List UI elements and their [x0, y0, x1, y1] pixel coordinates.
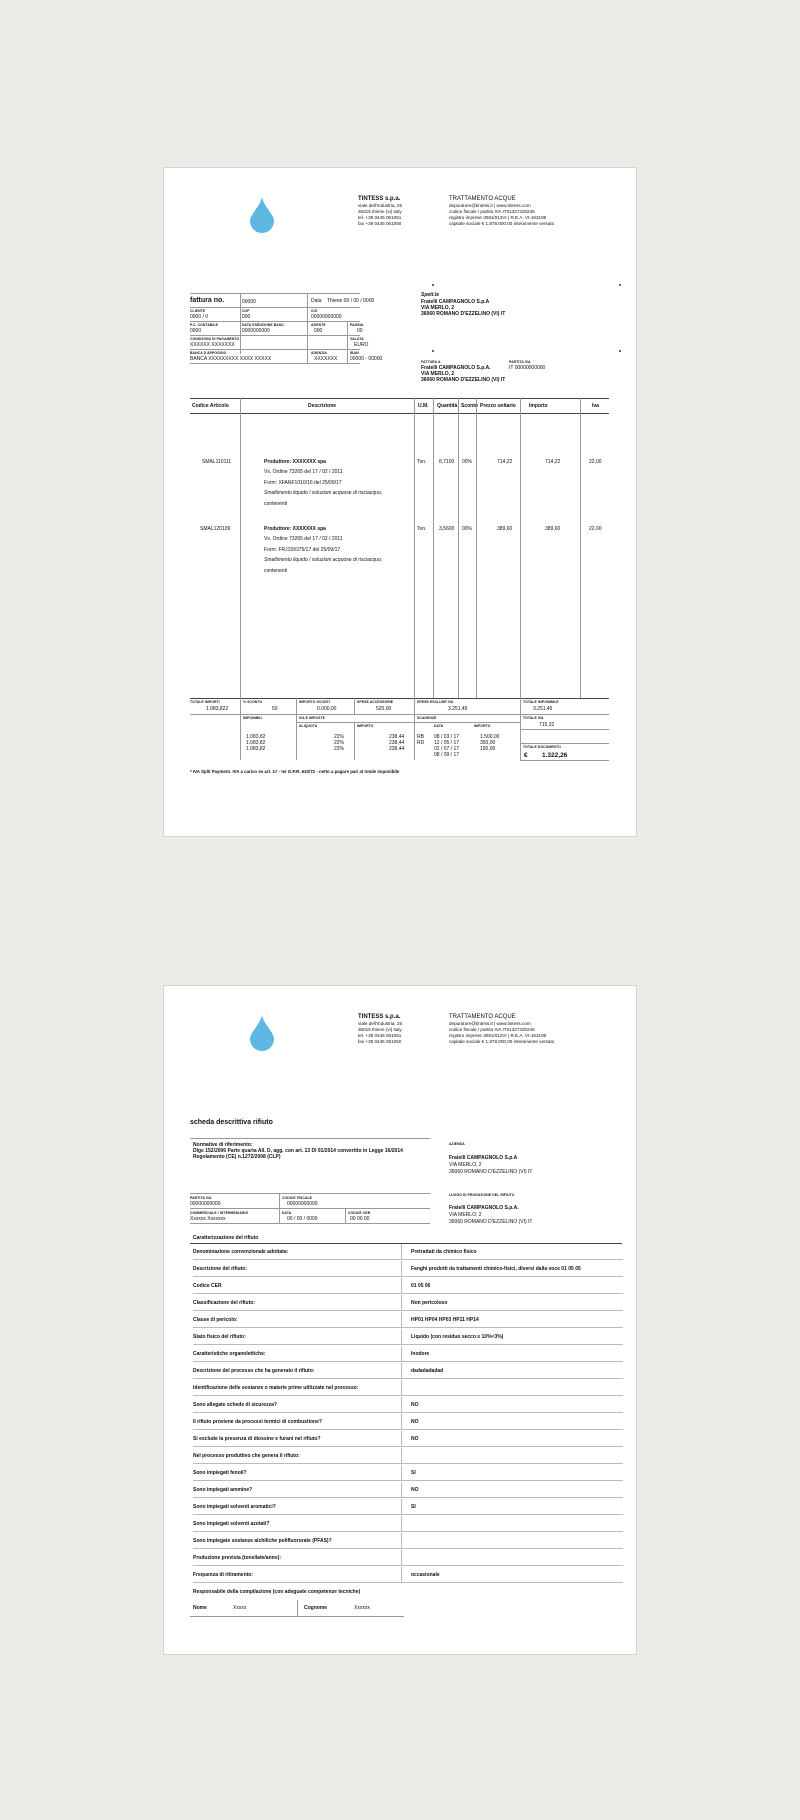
site-name: Fratelli CAMPAGNOLO S.p.A. — [449, 1205, 519, 1211]
date-label: Data — [311, 298, 322, 304]
norms-1: Dlgs 152/2006 Parte quarta All. D, agg. con art. 13 Dl 91/2014 convertito in Legge 16/2014 — [193, 1148, 403, 1154]
row-desc-5: contenenti — [264, 568, 288, 574]
piva-value: 00000000000 — [190, 1201, 221, 1207]
page-value: 00 — [357, 328, 363, 334]
taxable-value: 3.251,45 — [533, 706, 553, 712]
client-value: 0000 / 0 — [190, 314, 209, 320]
agent-label: AGENTE — [311, 323, 326, 327]
date-label: DATA — [282, 1211, 292, 1215]
row-disc: 00% — [462, 526, 473, 532]
vatto-street: VIA MERLO, 2 — [421, 371, 455, 377]
vatto-piva-value: IT 00000000000 — [509, 365, 546, 371]
date-value: Thiene 00 / 00 / 0000 — [327, 298, 375, 304]
resp-name-label: Nome — [193, 1605, 207, 1611]
row-question: Produzione prevista (tonellate/anno): — [193, 1555, 282, 1561]
row-answer: Fanghi prodotti da trattamenti chimico-fisici, diversi dalla voce 01 05 05 — [411, 1266, 581, 1272]
excl-label: SPESE ESCLUSE IVA — [417, 700, 454, 704]
resp-surname-value: Xxxxxx — [354, 1605, 370, 1611]
row-desc-1: Produttore: XXXXXXX spa — [264, 459, 326, 465]
imponibile-3: 1.083,82 — [246, 746, 266, 752]
company-registry: registro imprese 3081/012VI | R.E.A. VI-163199 — [449, 1033, 547, 1038]
aliquota-1: 22% — [334, 734, 345, 740]
company-fax: fax +39 0445 061050 — [358, 221, 402, 226]
vat-total-label: TOTALE IVA — [523, 716, 544, 720]
row-question: Descrizione del processo che ha generato il rifiuto: — [193, 1368, 315, 1374]
cf-value: 00000000000 — [287, 1201, 318, 1207]
currency-symbol: € — [524, 752, 528, 759]
row-desc-2: Vs. Ordine 73265 del 17 / 02 / 2011 — [264, 469, 343, 475]
doc-total-value: 1.322,26 — [542, 752, 568, 759]
company-phone: tel. +39 0445 061061 — [358, 215, 402, 220]
taxable-label: TOTALE IMPONIBILE — [523, 700, 559, 704]
resp-surname-label: Cognome — [304, 1605, 328, 1611]
row-code: SMAL110111 — [202, 459, 232, 465]
cer-code-value: 00 00 00 — [350, 1216, 370, 1222]
footnote: * IVA Split Payment. IVA a carico ex art. 17 - ter D.P.R. 633/72 - netto a pagare pari al totale imponibile — [190, 769, 400, 774]
row-answer: 01 05 06 — [411, 1283, 431, 1289]
row-question: Descrizione del rifiuto: — [193, 1266, 247, 1272]
row-desc-3: Form: XFANF1010/16 del 25/09/17 — [264, 480, 342, 486]
agency-value: XXXXXXX — [314, 356, 338, 362]
list-item — [193, 1414, 623, 1430]
row-answer: SI — [411, 1470, 416, 1476]
list-item — [193, 1482, 623, 1498]
scad-code-2: RD — [417, 740, 425, 746]
vatto-piva-label: PARTITA IVA — [509, 360, 531, 364]
division-block — [449, 195, 629, 227]
scad-importo-2: 350,00 — [480, 740, 496, 746]
row-answer: Inodore — [411, 1351, 430, 1357]
row-answer: NO — [411, 1419, 419, 1425]
company-name: TINTESS s.p.a. — [358, 1014, 401, 1020]
list-item — [193, 1584, 623, 1600]
col-qty: Quantità — [437, 403, 458, 409]
invoice-number: 00000 — [242, 299, 256, 305]
list-item — [193, 1244, 623, 1260]
discount-label: % SCONTO — [243, 700, 263, 704]
row-question: Si esclude la presenza di diossine e furani nel rifiuto? — [193, 1436, 321, 1442]
list-item — [193, 1567, 623, 1583]
site-label: LUOGO DI PRODUZIONE DEL RIFIUTO — [449, 1193, 515, 1197]
extra-value: 520,00 — [376, 706, 392, 712]
cig-label: CIG — [311, 309, 318, 313]
terms-value: XXXXXX XXXXXXX — [190, 342, 235, 348]
vat-total-value: 715,32 — [539, 722, 555, 728]
company-capital: capitale sociale € 1.878.000,00 interamente versato — [449, 1039, 555, 1044]
row-um: Ton. — [417, 459, 427, 465]
exemption-value: 0000000000 — [242, 328, 270, 334]
site-street: VIA MERLO, 2 — [449, 1212, 482, 1218]
sheet-title: scheda descrittiva rifiuto — [190, 1119, 273, 1126]
discount-value: 50 — [272, 706, 278, 712]
row-vat: 22,00 — [589, 459, 602, 465]
cig-value: 00000000000 — [311, 314, 342, 320]
exemption-label: DATA ESENZIONE BANC. — [242, 323, 286, 327]
list-item — [193, 1295, 623, 1311]
col-um: U.M. — [418, 403, 429, 409]
company-phone: tel. +39 0445 061061 — [358, 1033, 402, 1038]
goods-label: TOTALE IMPORTI — [190, 700, 220, 704]
piva-label: PARTITA IVA — [190, 1196, 212, 1200]
shipto-name: Fratelli CAMPAGNOLO S.p.A — [421, 299, 490, 305]
row-price: 714,22 — [497, 459, 513, 465]
list-item — [193, 1261, 623, 1277]
list-item — [193, 1499, 623, 1515]
row-vat: 22,00 — [589, 526, 602, 532]
discamt-value: 0.000,00 — [317, 706, 337, 712]
aliquota-3: 22% — [334, 746, 345, 752]
norms-label: Normative di riferimento: — [193, 1142, 253, 1148]
row-desc-5: contenenti — [264, 501, 288, 507]
scad-data-label: DATA — [434, 724, 444, 728]
row-qty: 3,5600 — [439, 526, 455, 532]
currency-label: VALUTA — [350, 337, 364, 341]
shipto-street: VIA MERLO, 2 — [421, 305, 455, 311]
company-address-2: 36016 thiene (vi) italy — [358, 209, 402, 214]
row-question: Sono impiegati ammine? — [193, 1487, 253, 1493]
list-item — [193, 1431, 623, 1447]
cf-label: CODICE FISCALE — [282, 1196, 313, 1200]
list-item — [193, 1516, 623, 1532]
water-drop-icon — [250, 1015, 274, 1051]
waste-sheet-page — [163, 985, 637, 1655]
aliquota-label: ALIQUOTA — [299, 724, 318, 728]
col-vat: Iva — [592, 403, 599, 409]
doc-total-label: TOTALE DOCUMENTO — [523, 745, 561, 749]
row-desc-2: Vs. Ordine 73265 del 17 / 02 / 2011 — [264, 536, 343, 542]
row-question: Sono impiegati fenoli? — [193, 1470, 247, 1476]
row-answer: NO — [411, 1487, 419, 1493]
row-answer: occasionale — [411, 1572, 440, 1578]
company-address-2: 36016 thiene (vi) italy — [358, 1027, 402, 1032]
row-answer: Pretrattati da chimico fisico — [411, 1249, 477, 1255]
row-question: Nel processo produttivo che genera il rifiuto: — [193, 1453, 300, 1459]
row-question: Classe di pericolo: — [193, 1317, 238, 1323]
company-email: depuratore@tintess.it | www.tintess.com — [449, 203, 531, 208]
goods-value: 1.083,822 — [206, 706, 229, 712]
company-block — [358, 195, 438, 227]
company-capital: capitale sociale € 1.878.000,00 interamente versato — [449, 221, 555, 226]
division-title: TRATTAMENTO ACQUE — [449, 1014, 516, 1020]
row-desc-1: Produttore: XXXXXXX spa — [264, 526, 326, 532]
page-label: PAGINA — [350, 323, 364, 327]
company-address-1: viale dell'Industria, 25 — [358, 203, 403, 208]
row-question: Sono allegate schede di sicurezza? — [193, 1402, 277, 1408]
list-item — [193, 1550, 623, 1566]
importo-1: 238,44 — [389, 734, 405, 740]
azienda-label: AZIENDA — [449, 1142, 465, 1146]
importo-3: 238,44 — [389, 746, 405, 752]
list-item — [193, 1380, 623, 1396]
iban-label: IBAN — [350, 351, 359, 355]
company-email: depuratore@tintess.it | www.tintess.com — [449, 1021, 531, 1026]
row-question: Sono impiegate sostanze alchiliche polifluorurate (PFAS)? — [193, 1538, 332, 1544]
list-item — [193, 1312, 623, 1328]
bank-label: BANCA D'APPOGGIO — [190, 351, 227, 355]
row-desc-4: Smaltimento liquido / soluzioni acquose di risciacquo, — [264, 490, 383, 496]
discamt-label: IMPORTO SCONTI — [299, 700, 330, 704]
row-question: Denominazione convenzionale adottata: — [193, 1249, 289, 1255]
company-address-1: viale dell'Industria, 25 — [358, 1021, 403, 1026]
row-question: Sono impiegati solventi azotati? — [193, 1521, 270, 1527]
row-question: Codice CER — [193, 1283, 222, 1289]
agent-value: 000 — [314, 328, 323, 334]
imponibili-label: IMPONIBILI — [243, 716, 263, 720]
list-item — [193, 1346, 623, 1362]
row-answer: dadadadadad — [411, 1368, 444, 1374]
company-registry: registro imprese 3081/012VI | R.E.A. VI-163199 — [449, 215, 547, 220]
agent-value: Xxxxxx Xxxxxxx — [190, 1216, 226, 1222]
norms-2: Regolamento (CE) n.1272/2008 (CLP) — [193, 1154, 281, 1160]
terms-label: CONDIZIONI DI PAGAMENTO — [190, 337, 240, 341]
date-value: 00 / 00 / 0000 — [287, 1216, 318, 1222]
col-price: Prezzo unitario — [480, 403, 516, 409]
iva-label: IVA E IMPOSTE — [299, 716, 325, 720]
scad-date-4: 08 / 09 / 17 — [434, 752, 460, 758]
list-item — [193, 1533, 623, 1549]
scad-code-1: RB — [417, 734, 424, 740]
azienda-city: 36060 ROMANO D'EZZELINO (VI) IT — [449, 1169, 533, 1175]
scad-importo-label: IMPORTO — [474, 724, 491, 728]
client-label: CLIENTE — [190, 309, 206, 313]
site-city: 36060 ROMANO D'EZZELINO (VI) IT — [449, 1219, 533, 1225]
extra-label: SPESE ACCESSORIE — [357, 700, 394, 704]
division-block — [449, 1013, 629, 1045]
scad-date-2: 12 / 05 / 17 — [434, 740, 460, 746]
company-block — [358, 1013, 438, 1045]
col-disc: Sconto — [461, 403, 478, 409]
vatto-name: Fratelli CAMPAGNOLO S.p.A. — [421, 365, 491, 371]
shipto-label: Spett.le — [421, 292, 440, 298]
company-fax: fax +39 0445 061050 — [358, 1039, 402, 1044]
row-amount: 389,60 — [545, 526, 561, 532]
row-question: Il rifiuto proviene da processi termici di combustione? — [193, 1419, 322, 1425]
pc-label: P.C. CONTABILE — [190, 323, 219, 327]
row-answer: Non pericoloso — [411, 1300, 448, 1306]
row-answer: Liquido (con residuo secco ≤ 10%<3%) — [411, 1334, 504, 1340]
importo-label: IMPORTO — [357, 724, 374, 728]
invoice-page — [163, 167, 637, 837]
agent-label: COMMERCIALE / INTERMEDIARIO — [190, 1211, 249, 1215]
company-name: TINTESS s.p.a. — [358, 196, 401, 202]
row-question: Responsabile della compilazione (con adeguate competenze tecniche) — [193, 1589, 361, 1595]
list-item — [193, 1278, 623, 1294]
currency-value: EURO — [354, 342, 369, 348]
pc-value: 0000 — [190, 328, 202, 334]
imponibile-2: 1.083,82 — [246, 740, 266, 746]
cup-label: CUP — [242, 309, 250, 313]
row-price: 389,60 — [497, 526, 513, 532]
agency-label: AGENZIA — [311, 351, 327, 355]
company-fiscal: codice fiscale / partita IVA IT01327320246 — [449, 1027, 535, 1032]
row-um: Ton. — [417, 526, 427, 532]
scad-date-1: 08 / 03 / 17 — [434, 734, 460, 740]
row-answer: HP01 HP04 HP03 HP11 HP14 — [411, 1317, 479, 1323]
scad-label: SCADENZE — [417, 716, 437, 720]
list-item — [193, 1465, 623, 1481]
division-title: TRATTAMENTO ACQUE — [449, 196, 516, 202]
col-code: Codice Articolo — [192, 403, 229, 409]
resp-name-value: Xxxxx — [233, 1605, 247, 1611]
row-code: SMAL120109 — [200, 526, 231, 532]
section-title: Caratterizzazione del rifiuto — [193, 1235, 259, 1241]
row-answer: SI — [411, 1504, 416, 1510]
row-question: Identificazione delle sostanze o materie prime utilizzate nel processo: — [193, 1385, 359, 1391]
cer-code-label: CODICE CER — [348, 1211, 371, 1215]
row-answer: NO — [411, 1436, 419, 1442]
aliquota-2: 22% — [334, 740, 345, 746]
col-desc: Descrizione — [308, 403, 337, 409]
azienda-street: VIA MERLO, 2 — [449, 1162, 482, 1168]
row-desc-4: Smaltimento liquido / soluzioni acquose di risciacquo, — [264, 557, 383, 563]
row-disc: 00% — [462, 459, 473, 465]
col-amount: Importo — [529, 403, 548, 409]
row-question: Classificazione del rifiuto: — [193, 1300, 255, 1306]
water-drop-icon — [250, 197, 274, 233]
shipto-city: 36060 ROMANO D'EZZELINO (VI) IT — [421, 311, 506, 317]
list-item — [193, 1329, 623, 1345]
importo-2: 238,44 — [389, 740, 405, 746]
row-amount: 714,22 — [545, 459, 561, 465]
list-item — [193, 1448, 623, 1464]
imponibile-1: 1.083,82 — [246, 734, 266, 740]
company-fiscal: codice fiscale / partita IVA IT01327320246 — [449, 209, 535, 214]
row-question: Stato fisico del rifiuto: — [193, 1334, 246, 1340]
row-desc-3: Form: FRJ159375/17 del 25/09/17 — [264, 547, 341, 553]
row-qty: 8,7100 — [439, 459, 455, 465]
bank-value: BANCA XXXXXXXXX XXXX XXXXX — [190, 356, 272, 362]
vatto-city: 36060 ROMANO D'EZZELINO (VI) IT — [421, 377, 506, 383]
row-question: Caratteristiche organolettiche: — [193, 1351, 266, 1357]
list-item — [193, 1363, 623, 1379]
row-answer: NO — [411, 1402, 419, 1408]
invoice-title: fattura no. — [190, 297, 225, 304]
list-item — [193, 1397, 623, 1413]
scad-date-3: 02 / 07 / 17 — [434, 746, 460, 752]
row-question: Frequenza di ritiramento: — [193, 1572, 254, 1578]
scad-importo-3: 150,00 — [480, 746, 496, 752]
azienda-name: Fratelli CAMPAGNOLO S.p.A — [449, 1155, 518, 1161]
scad-importo-1: 1.500,00 — [480, 734, 500, 740]
vatto-label: FATTURA A — [421, 360, 441, 364]
excl-value: 3.251,45 — [448, 706, 468, 712]
cup-value: 000 — [242, 314, 251, 320]
row-question: Sono impiegati solventi aromatici? — [193, 1504, 276, 1510]
iban-value: 00000 - 00000 — [350, 356, 383, 362]
